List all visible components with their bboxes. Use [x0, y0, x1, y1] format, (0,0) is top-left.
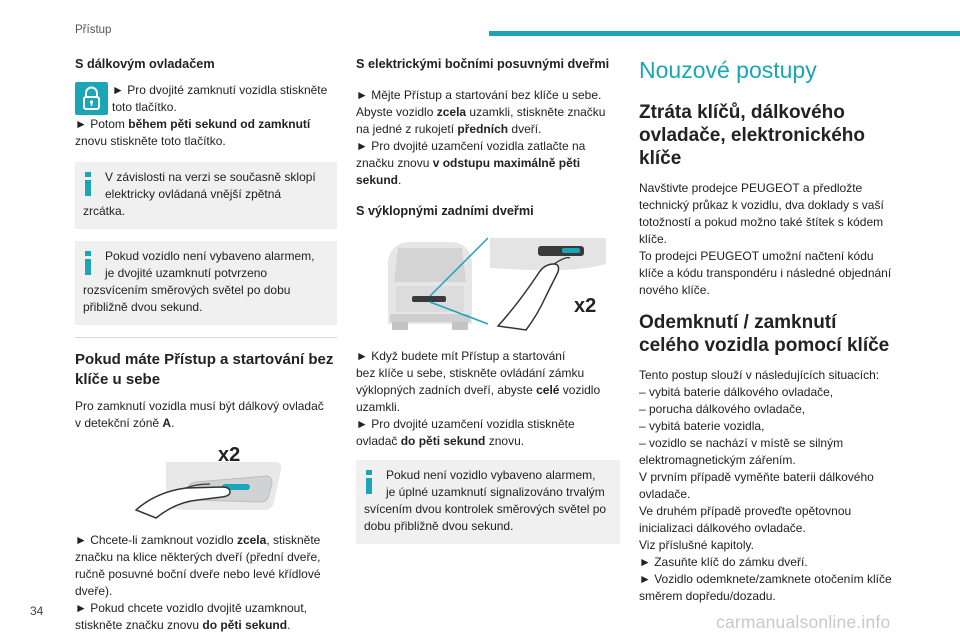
text-span: ► Potom	[75, 117, 129, 131]
bold-span: zcela	[436, 105, 467, 119]
text-span: stiskněte značku znovu	[75, 618, 203, 632]
text-line: elektricky ovládaná vnější zpětná	[105, 187, 282, 201]
bold-span: A	[162, 416, 172, 430]
text-line: znovu stiskněte toto tlačítko.	[75, 134, 226, 148]
text-line: inicializaci dálkového ovladače.	[639, 521, 806, 535]
text-line: ► Mějte Přístup a startování bez klíče u sebe.	[356, 88, 602, 102]
text-line	[75, 617, 337, 634]
text-line: totožností a pokud možno také štítek s kódem	[639, 215, 884, 229]
heading-lost-keys	[639, 101, 904, 170]
text-line: elektromagnetickým zářením.	[639, 453, 796, 467]
text-line	[356, 433, 620, 450]
text-span: dveří.	[508, 122, 542, 136]
text-line: ► Pro dvojité zamknutí vozidla stiskněte	[112, 83, 328, 97]
info-box-alarm-full-lock	[356, 460, 620, 544]
heading-line: klíče	[639, 148, 682, 169]
text-line: ovladače.	[639, 487, 691, 501]
info-icon	[85, 251, 91, 275]
text-line: zrcátka.	[83, 204, 126, 218]
info-icon	[366, 470, 372, 494]
text-line: svícením dvou kontrolek směrových světel po	[364, 502, 607, 516]
header-section: Přístup	[75, 24, 112, 36]
text-span: vozidlo	[559, 383, 601, 397]
column-2	[356, 56, 620, 556]
heading-sliding-doors: S elektrickými bočními posuvnými dveřmi	[356, 57, 610, 71]
bold-span: do pěti sekund	[400, 434, 486, 448]
text-line: technický průkaz k vozidlu, dva doklady s vaší	[639, 198, 884, 212]
text-line	[356, 104, 620, 121]
text-line: ► Pokud chcete vozidlo dvojitě uzamknout,	[75, 601, 308, 615]
text-span: ► Chcete-li zamknout vozidlo	[75, 533, 237, 547]
text-line: Ve druhém případě proveďte opětovnou	[639, 504, 852, 518]
text-line: ► Vozidlo odemknete/zamknete otočením klíče	[639, 572, 892, 586]
heading-line: celého vozidla pomocí klíče	[639, 335, 890, 356]
figure-label: x2	[574, 295, 597, 317]
text-line: ► Pro dvojité uzamčení vozidla zatlačte na	[356, 139, 586, 153]
bold-span: v odstupu maximálně pěti	[432, 156, 581, 170]
text-line	[356, 155, 620, 172]
text-span: ovladač	[356, 434, 401, 448]
page-number: 34	[30, 604, 44, 618]
bold-span: během pěti sekund od zamknutí	[128, 117, 311, 131]
heading-line: Ztráta klíčů, dálkového	[639, 102, 845, 123]
text-line: Navštivte prodejce PEUGEOT a předložte	[639, 181, 863, 195]
column-1	[75, 56, 337, 634]
text-line: ► Když budete mít Přístup a startování	[356, 349, 566, 363]
text-line: ► Pro dvojité uzamčení vozidla stiskněte	[356, 417, 575, 431]
text-line: toto tlačítko.	[112, 100, 177, 114]
text-line: je úplné uzamknutí signalizováno trvalým	[386, 485, 605, 499]
bold-span: předních	[457, 122, 509, 136]
text-line: Pokud není vozidlo vybaveno alarmem,	[386, 468, 596, 482]
heading-line: ovladače, elektronického	[639, 125, 865, 146]
info-box-alarm	[75, 241, 337, 325]
text-span: znovu.	[485, 434, 525, 448]
header-accent-bar	[489, 31, 960, 36]
text-span: .	[171, 416, 175, 430]
heading-tailgate: S výklopnými zadními dveřmi	[356, 204, 534, 218]
text-span: značku znovu	[356, 156, 433, 170]
text-line: značku na klice některých dveří (přední dveře,	[75, 550, 321, 564]
bold-span: zcela	[236, 533, 267, 547]
text-span: uzamkli, stiskněte značku	[466, 105, 606, 119]
text-span: Abyste vozidlo	[356, 105, 437, 119]
text-line: Viz příslušné kapitoly.	[639, 538, 754, 552]
text-line: klíče.	[639, 232, 668, 246]
lock-icon	[75, 82, 108, 115]
text-span: , stiskněte	[266, 533, 321, 547]
text-line: V prvním případě vyměňte baterii dálkového	[639, 470, 874, 484]
text-line: Tento postup slouží v následujících situacích:	[639, 368, 880, 382]
text-line: ► Zasuňte klíč do zámku dveří.	[639, 555, 808, 569]
text-line	[356, 172, 620, 189]
text-line: nového klíče.	[639, 283, 710, 297]
text-line: – vybitá baterie vozidla,	[639, 419, 765, 433]
text-line: bez klíče u sebe, stiskněte ovládání zámku	[356, 366, 585, 380]
watermark: carmanualsonline.info	[716, 612, 891, 632]
door-handle-illustration	[126, 440, 286, 520]
heading-line: Pokud máte Přístup a startování bez	[75, 351, 334, 368]
bold-span: sekund	[356, 173, 399, 187]
column-3	[639, 56, 904, 605]
lock-instruction	[75, 82, 337, 116]
text-line: – porucha dálkového ovladače,	[639, 402, 806, 416]
text-span: .	[398, 173, 402, 187]
heading-line: klíče u sebe	[75, 371, 161, 388]
text-line: – vybitá baterie dálkového ovladače,	[639, 385, 834, 399]
heading-line: Odemknutí / zamknutí	[639, 312, 837, 333]
figure-label: x2	[218, 444, 241, 466]
text-line: uzamkli.	[356, 400, 401, 414]
text-span: v detekční zóně	[75, 416, 163, 430]
heading-unlock-with-key	[639, 311, 904, 357]
text-line	[75, 415, 337, 432]
chapter-title: Nouzové postupy	[639, 57, 817, 83]
bold-span: do pěti sekund	[202, 618, 288, 632]
text-line: V závislosti na verzi se současně sklopí	[105, 170, 316, 184]
divider	[75, 337, 337, 338]
text-span: výklopných zadních dveří, abyste	[356, 383, 537, 397]
text-line: směrem dopředu/dozadu.	[639, 589, 776, 603]
text-line: je dvojité uzamknutí potvrzeno	[105, 266, 268, 280]
text-line: klíče a kódu transpondéru i následné objednání	[639, 266, 892, 280]
tailgate-illustration	[378, 234, 610, 334]
text-line: Pokud vozidlo není vybaveno alarmem,	[105, 249, 315, 263]
text-line	[75, 532, 337, 549]
info-icon	[85, 172, 91, 196]
text-line: dveře).	[75, 584, 113, 598]
text-line: – vozidlo se nachází v místě se silným	[639, 436, 844, 450]
bold-span: celé	[536, 383, 560, 397]
text-line: dobu přibližně dvou sekund.	[364, 519, 514, 533]
text-line: Pro zamknutí vozidla musí být dálkový ovladač	[75, 399, 324, 413]
text-line: ručně posuvné boční dveře nebo levé křídlové	[75, 567, 321, 581]
text-span: .	[287, 618, 291, 632]
text-line	[75, 116, 337, 133]
text-line: To prodejci PEUGEOT umožní načtení kódu	[639, 249, 874, 263]
heading-keyless	[75, 350, 337, 390]
text-span: na jedné z rukojetí	[356, 122, 458, 136]
text-line	[356, 382, 620, 399]
text-line: rozsvícením směrových světel po dobu	[83, 283, 291, 297]
heading-remote-control: S dálkovým ovladačem	[75, 57, 215, 71]
text-line: přibližně dvou sekund.	[83, 300, 203, 314]
text-line	[356, 121, 620, 138]
info-box-mirrors	[75, 162, 337, 229]
